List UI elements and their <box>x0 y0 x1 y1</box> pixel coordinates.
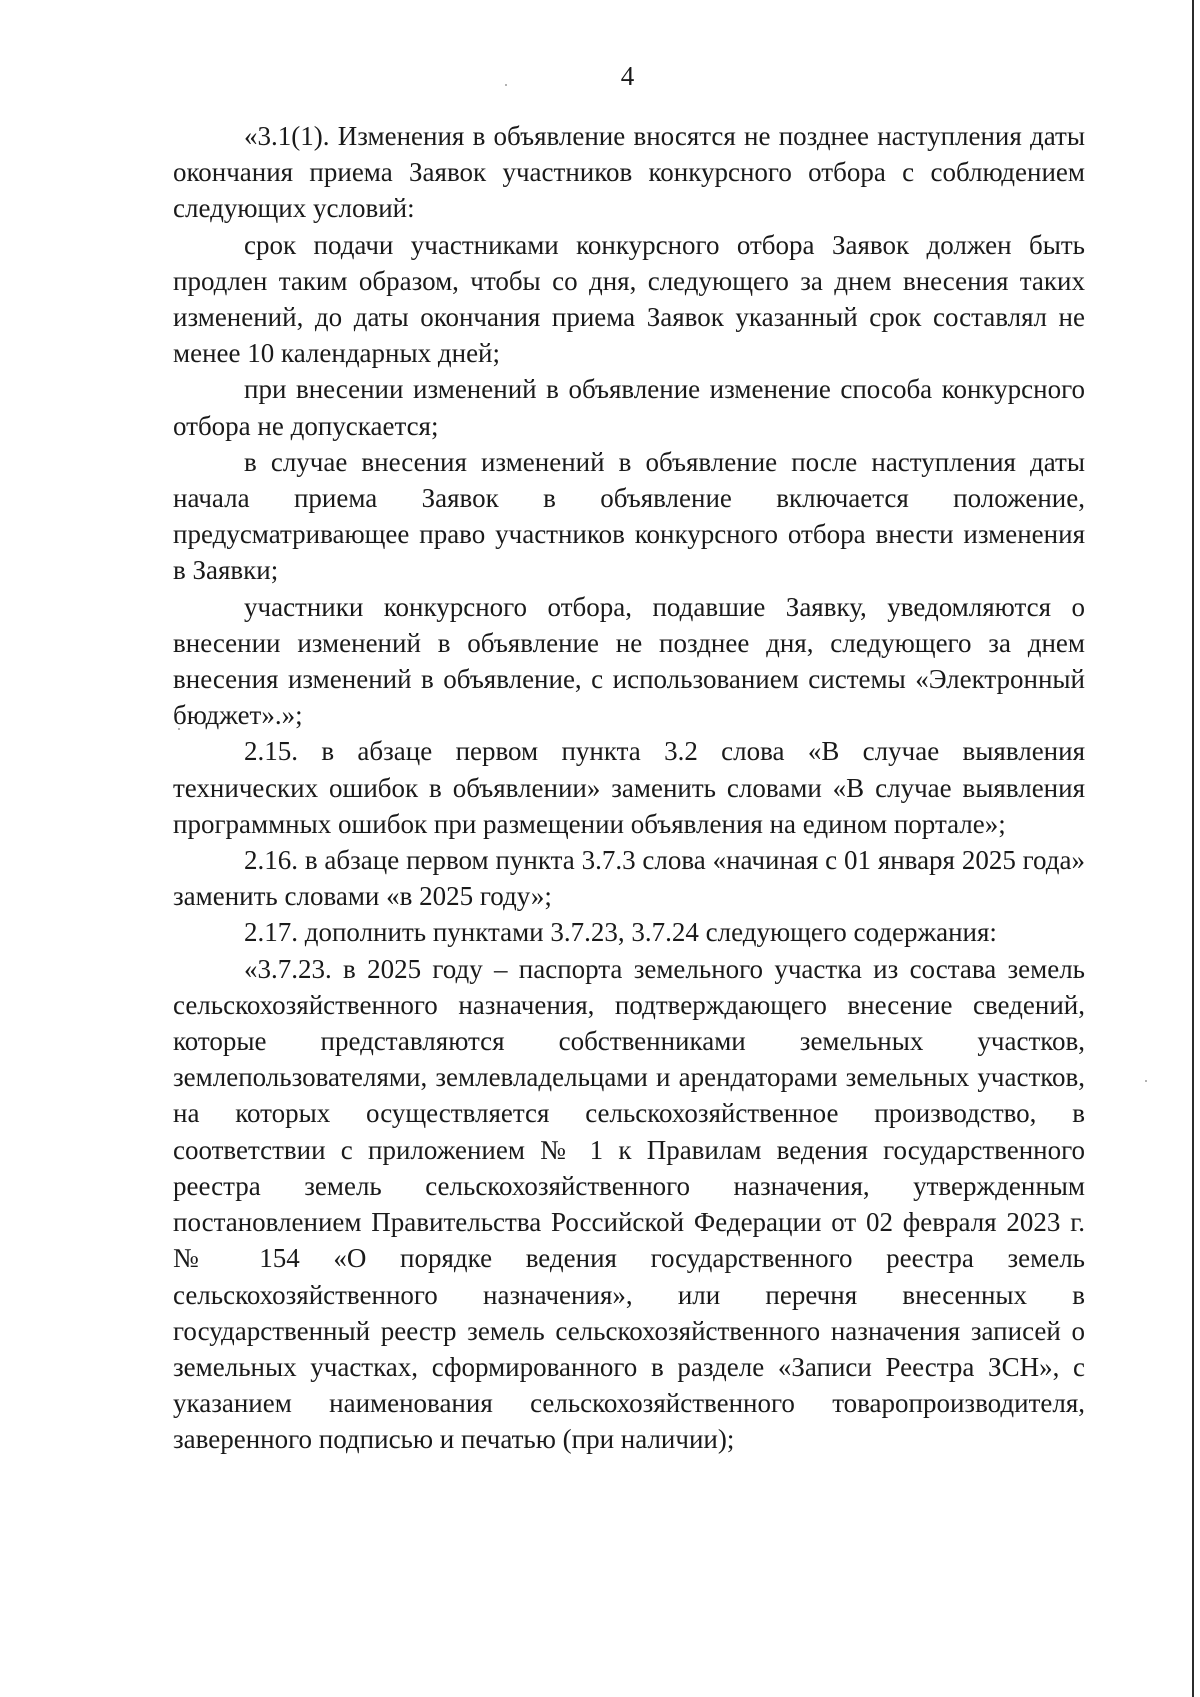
scan-edge-line <box>1192 0 1194 1697</box>
paragraph-3-7-23: «3.7.23. в 2025 году – паспорта земельного участка из состава земель сельскохозяйственного назначения, подтверждающего внесение сведений, которые представляются собственниками земельных участков, землепользователями, землевладельцами и арендаторами земельных участков, на которых осуществляется сельскохозяйственное производство, в соответствии с приложением № 1 к Правилам ведения государственного реестра земель сельскохозяйственного назначения, утвержденным постановлением Правительства Российской Федерации от 02 февраля 2023 г. № 154 «О порядке ведения государственного реестра земель сельскохозяйственного назначения», или перечня внесенных в государственный реестр земель сельскохозяйственного назначения записей о земельных участках, сформированного в разделе «Записи Реестра ЗСН», с указанием наименования сельскохозяйственного товаропроизводителя, заверенного подписью и печатью (при наличии); <box>173 953 1085 1455</box>
paragraph-method-change: при внесении изменений в объявление изменение способа конкурсного отбора не допускается; <box>173 374 1085 441</box>
paragraph-3-1-1: «3.1(1). Изменения в объявление вносятся не позднее наступления даты окончания приема Заявок участников конкурсного отбора с соблюдением следующих условий: <box>173 121 1085 224</box>
paragraph-2-17: 2.17. дополнить пунктами 3.7.23, 3.7.24 следующего содержания: <box>244 917 997 948</box>
paragraph-2-15: 2.15. в абзаце первом пункта 3.2 слова «В случае выявления технических ошибок в объявлении» заменить словами «В случае выявления программных ошибок при размещении объявления на едином портале»; <box>173 736 1085 839</box>
paragraph-application-changes: в случае внесения изменений в объявление после наступления даты начала приема Заявок в объявление включается положение, предусматривающее право участников конкурсного отбора внести изменения в Заявки; <box>173 446 1085 586</box>
paragraph-notification: участники конкурсного отбора, подавшие Заявку, уведомляются о внесении изменений в объявление не позднее дня, следующего за днем внесения изменений в объявление, с использованием системы «Электронный бюджет».»; <box>173 591 1085 731</box>
page-number: 4 <box>620 61 635 91</box>
document-body <box>173 118 1085 1458</box>
paragraph-deadline-extension: срок подачи участниками конкурсного отбора Заявок должен быть продлен таким образом, чтобы со дня, следующего за днем внесения таких изменений, до даты окончания приема Заявок указанный срок составлял не менее 10 календарных дней; <box>173 229 1085 369</box>
paragraph-2-16: 2.16. в абзаце первом пункта 3.7.3 слова «начиная с 01 января 2025 года» заменить словами «в 2025 году»; <box>173 845 1085 912</box>
scan-speck <box>1145 1080 1147 1082</box>
